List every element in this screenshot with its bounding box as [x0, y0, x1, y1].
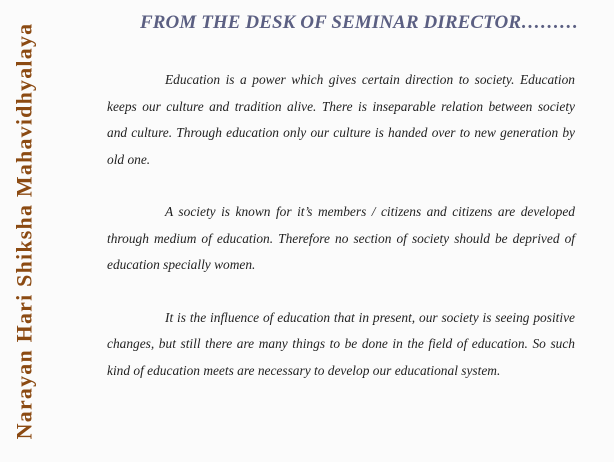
institution-name: Narayan Hari Shiksha Mahavidhyalaya	[11, 22, 36, 440]
message-body	[107, 67, 575, 384]
page-title: FROM THE DESK OF SEMINAR DIRECTOR………	[140, 12, 579, 33]
paragraph-3: It is the influence of education that in present, our society is seeing positive changes, but still there are many things to be done in the field of education. So such kind of education meets are necessary to develop our educational system.	[107, 309, 575, 378]
paragraph-2: A society is known for it’s members / citizens and citizens are developed through medium of education. Therefore no section of society should be deprived of education specially women.	[107, 204, 575, 272]
side-banner	[0, 0, 48, 462]
paragraph-1: Education is a power which gives certain direction to society. Education keeps our culture and tradition alive. There is inseparable relation between society and culture. Through education only our culture is handed over to new generation by old one.	[107, 72, 575, 167]
